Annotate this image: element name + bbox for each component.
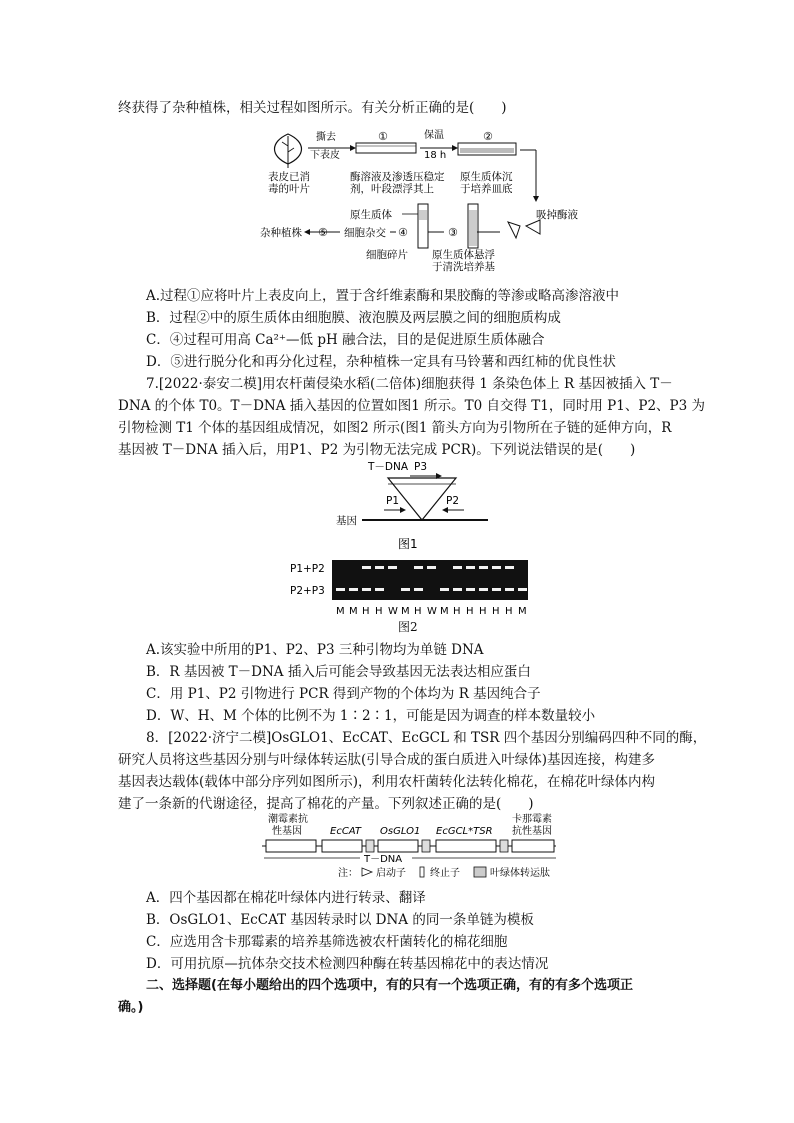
q8-option-a: A．四个基因都在棉花叶绿体内进行转录、翻译	[146, 890, 426, 906]
step2-marker: ②	[483, 130, 493, 143]
legend-transit: 叶绿体转运肽	[490, 868, 550, 879]
float-label-1: 原生质体悬浮	[432, 249, 495, 261]
gel-band-row2	[505, 588, 514, 591]
dish-label-2: 于培养皿底	[460, 183, 513, 195]
step5-marker: ⑤	[318, 226, 328, 239]
ecgcl-label: EcGCL*TSR	[436, 826, 493, 837]
leaf-label-2: 毒的叶片	[268, 183, 310, 195]
gel-lane-label: H	[492, 606, 500, 617]
q8-line-1: 8．[2022·济宁二模]OsGLO1、EcCAT、EcGCL 和 TSR 四个基因分别编码四种不同的酶，	[146, 730, 707, 746]
q6-option-a: A.过程①应将叶片上表皮向上，置于含纤维素酶和果胶酶的等渗或略高渗溶液中	[146, 288, 620, 304]
promoter-icon	[362, 868, 372, 876]
gel-band-row1	[492, 566, 501, 569]
gel-lane-label: M	[440, 606, 449, 617]
gel-lane-label: M	[518, 606, 527, 617]
gel-lane-label: W	[427, 606, 437, 617]
figure-2-gel	[0, 558, 794, 648]
fig1-p2-label: P2	[446, 495, 460, 507]
gel-band-row2	[375, 588, 384, 591]
gel-lane-label: M	[349, 606, 358, 617]
step3-marker: ③	[448, 226, 458, 239]
gel-band-row2	[492, 588, 501, 591]
leaf-label-1: 表皮已消	[268, 171, 310, 183]
gel-band-row1	[375, 566, 384, 569]
gel-band-row2	[362, 588, 371, 591]
q8-option-d: D．可用抗原—抗体杂交技术检测四种酶在转基因棉花中的表达情况	[146, 956, 549, 972]
gel-band-row2	[440, 588, 449, 591]
fig1-caption: 图1	[398, 537, 418, 551]
legend-terminator: 终止子	[430, 868, 460, 879]
gel-band-row2	[401, 588, 410, 591]
float-label-2: 于清洗培养基	[432, 261, 495, 273]
gel-band-row2	[466, 588, 475, 591]
transit-peptide-icon	[474, 867, 486, 877]
q6-option-c: C．④过程可用高 Ca²⁺—低 pH 融合法，目的是促进原生质体融合	[146, 332, 545, 348]
q8-line-4: 建了一条新的代谢途径，提高了棉花的产量。下列叙述正确的是( )	[118, 796, 534, 812]
suck-label: 吸掉酶液	[536, 209, 578, 221]
gel-lane-label: H	[479, 606, 487, 617]
q7-line-1: 7.[2022·泰安二模]用农杆菌侵染水稻(二倍体)细胞获得 1 条染色体上 R 基因被插入 T－	[146, 376, 673, 392]
fig2-caption: 图2	[398, 620, 418, 634]
kan-label-2: 抗性基因	[512, 826, 552, 837]
gel-band-row2	[349, 588, 358, 591]
gel-band-row1	[414, 566, 423, 569]
kan-label-1: 卡那霉素	[512, 814, 552, 825]
gel-lane-label: M	[401, 606, 410, 617]
arrow1-top: 撕去	[316, 132, 336, 143]
q6-option-d: D．⑤进行脱分化和再分化过程，杂种植株一定具有马铃薯和西红柿的优良性状	[146, 354, 616, 370]
gel-band-row1	[427, 566, 436, 569]
q7-line-3: 引物检测 T1 个体的基因组成情况，如图2 所示(图1 箭头方向为引物所在子链的延伸方向，R	[118, 420, 672, 436]
gel-lane-label: H	[414, 606, 422, 617]
fig1-tdna-label: T－DNA	[368, 461, 409, 473]
gel-band-row2	[336, 588, 345, 591]
q7-line-4: 基因被 T－DNA 插入后，用P1、P2 为引物无法完成 PCR)。下列说法错误的是( )	[118, 442, 636, 458]
gel-band-row1	[388, 566, 397, 569]
q7-line-2: DNA 的个体 T0。T－DNA 插入基因的位置如图1 所示。T0 自交得 T1，同时用 P1、P2、P3 为	[118, 398, 705, 414]
q6-option-b: B．过程②中的原生质体由细胞膜、液泡膜及两层膜之间的细胞质构成	[146, 310, 561, 326]
hybrid-label: 杂种植株	[260, 227, 302, 239]
legend-note: 注：	[338, 868, 358, 879]
gel-band-row2	[479, 588, 488, 591]
gel-lane-label: H	[466, 606, 474, 617]
gel-lane-label: H	[375, 606, 383, 617]
gel-row2-label: P2+P3	[290, 585, 325, 597]
section2-line-2: 确。)	[118, 1000, 144, 1015]
fig1-p3-label: P3	[414, 461, 428, 473]
vector-diagram	[0, 812, 794, 882]
arrow2-top: 保温	[424, 130, 444, 141]
fig1-gene-label: 基因	[336, 515, 357, 527]
tube-label-2: 剂，叶段漂浮其上	[350, 183, 434, 195]
q8-option-c: C．应选用含卡那霉素的培养基筛选被农杆菌转化的棉花细胞	[146, 934, 508, 950]
eccat-label: EcCAT	[330, 826, 362, 837]
gel-band-row1	[466, 566, 475, 569]
terminator-icon	[420, 867, 424, 877]
gel-band-row1	[362, 566, 371, 569]
figure-1-tdna-insertion	[0, 456, 794, 556]
gel-lane-label: H	[362, 606, 370, 617]
gel-band-row2	[453, 588, 462, 591]
q8-option-b: B．OsGLO1、EcCAT 基因转录时以 DNA 的同一条单链为模板	[146, 912, 534, 928]
vector-tdna-label: T－DNA	[364, 854, 403, 865]
section2-line-1: 二、选择题(在每小题给出的四个选项中，有的只有一个选项正确，有的有多个选项正	[146, 978, 633, 993]
gel-band-row1	[505, 566, 514, 569]
q7-option-d: D．W、H、M 个体的比例不为 1∶2∶1，可能是因为调查的样本数量较小	[146, 708, 596, 724]
hyg-label-1: 潮霉素抗	[268, 814, 308, 825]
dish-label-1: 原生质体沉	[460, 171, 513, 183]
gel-lane-label: W	[388, 606, 398, 617]
q7-option-b: B．R 基因被 T－DNA 插入后可能会导致基因无法表达相应蛋白	[146, 664, 531, 680]
q8-line-3: 基因表达载体(载体中部分序列如图所示)，利用农杆菌转化法转化棉花，在棉花叶绿体内构	[118, 774, 656, 790]
gel-band-row2	[414, 588, 423, 591]
protoplast-label: 原生质体	[350, 209, 392, 221]
gel-band-row1	[453, 566, 462, 569]
gel-lane-label: H	[505, 606, 513, 617]
arrow2-bottom: 18 h	[424, 150, 447, 161]
protoplast-process-diagram	[0, 126, 794, 286]
hyg-label-2: 性基因	[272, 826, 302, 837]
step1-marker: ①	[378, 130, 388, 143]
q6-stem-tail: 终获得了杂种植株，相关过程如图所示。有关分析正确的是( )	[118, 100, 507, 116]
debris-label: 细胞碎片	[366, 249, 408, 261]
q8-line-2: 研究人员将这些基因分别与叶绿体转运肽(引导合成的蛋白质进入叶绿体)基因连接，构建多	[118, 752, 656, 768]
gel-band-row1	[479, 566, 488, 569]
gel-band-row2	[518, 588, 527, 591]
tube-label-1: 酶溶液及渗透压稳定	[350, 171, 445, 183]
step4-marker: ④	[398, 226, 408, 239]
osglo1-label: OsGLO1	[380, 826, 421, 837]
gel-lane-label: H	[453, 606, 461, 617]
q7-option-c: C．用 P1、P2 引物进行 PCR 得到产物的个体均为 R 基因纯合子	[146, 686, 541, 702]
leaf-icon	[275, 134, 302, 168]
q7-option-a: A.该实验中所用的P1、P2、P3 三种引物均为单链 DNA	[146, 642, 484, 658]
fig1-p1-label: P1	[386, 495, 400, 507]
arrow1-bottom: 下表皮	[310, 150, 340, 161]
gel-lane-label: M	[336, 606, 345, 617]
legend-promoter: 启动子	[376, 868, 406, 879]
gel-row1-label: P1+P2	[290, 563, 325, 575]
fusion-label: 细胞杂交	[344, 227, 386, 239]
